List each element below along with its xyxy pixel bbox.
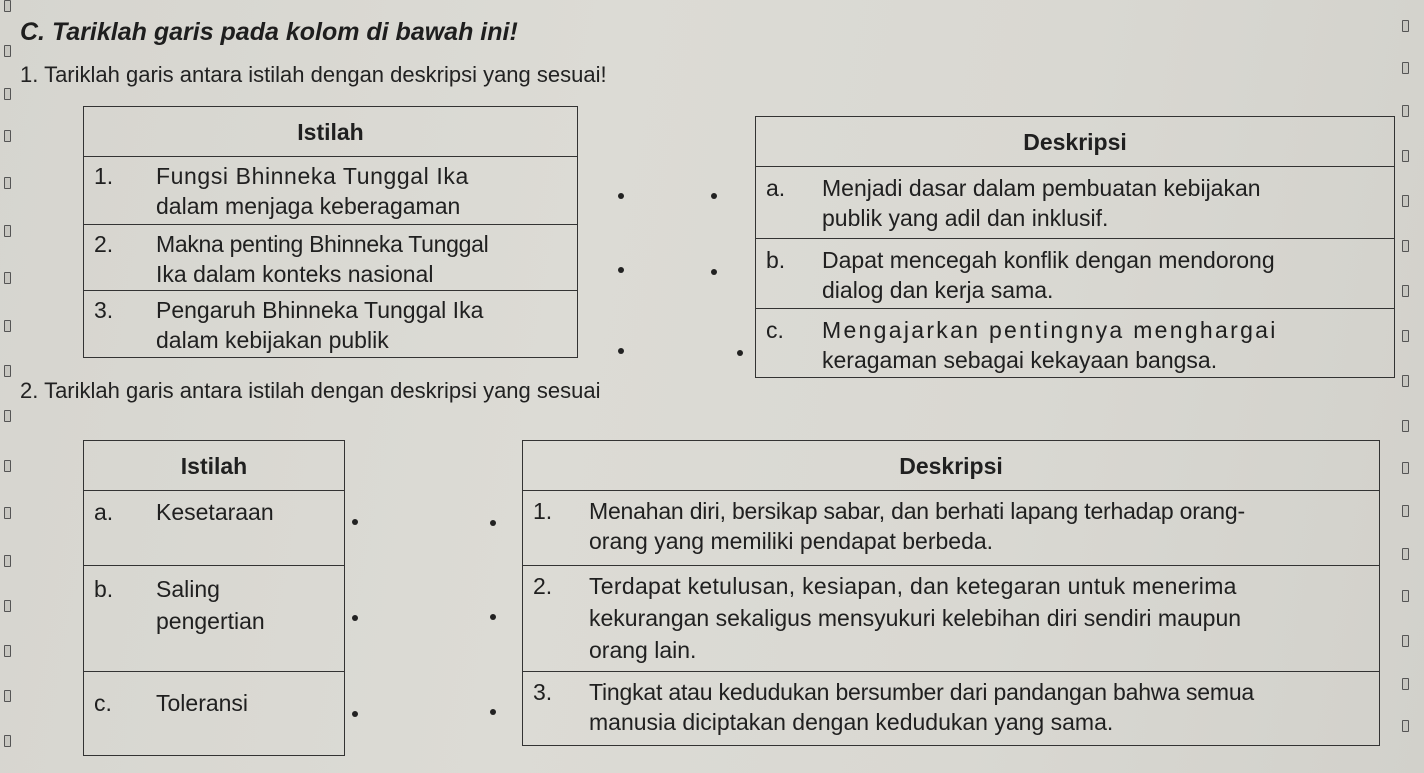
- q1-istilah-text: dalam kebijakan publik: [156, 327, 389, 353]
- q1-istilah-table: [83, 106, 578, 358]
- q1-deskripsi-text: publik yang adil dan inklusif.: [822, 205, 1109, 231]
- binding-left: [4, 0, 10, 773]
- q1-istilah-row-1: [84, 157, 577, 225]
- q1-istilah-text: Ika dalam konteks nasional: [156, 261, 434, 287]
- q2-istilah-header: Istilah: [84, 441, 344, 491]
- question2-instruction: 2. Tariklah garis antara istilah dengan deskripsi yang sesuai: [20, 378, 601, 403]
- q1-deskripsi-table: [755, 116, 1395, 378]
- q1-istilah-dot-3[interactable]: [618, 348, 624, 354]
- q1-deskripsi-num: b.: [766, 247, 786, 273]
- q1-deskripsi-text: keragaman sebagai kekayaan bangsa.: [822, 347, 1218, 373]
- q2-istilah-num: a.: [94, 499, 114, 525]
- q1-deskripsi-num: c.: [766, 317, 784, 343]
- q2-istilah-text: Kesetaraan: [156, 499, 274, 525]
- q2-istilah-row-b: [84, 566, 344, 672]
- q2-istilah-num: c.: [94, 690, 112, 716]
- q1-istilah-dot-1[interactable]: [618, 193, 624, 199]
- q1-deskripsi-dot-c[interactable]: [737, 350, 743, 356]
- question1-instruction: 1. Tariklah garis antara istilah dengan deskripsi yang sesuai!: [20, 62, 607, 87]
- q2-deskripsi-num: 1.: [533, 498, 553, 524]
- q1-deskripsi-dot-b[interactable]: [711, 269, 717, 275]
- q2-istilah-row-c: [84, 672, 344, 755]
- q1-istilah-header: Istilah: [84, 107, 577, 157]
- section-heading: C. Tariklah garis pada kolom di bawah ini!: [20, 18, 518, 46]
- q2-deskripsi-num: 2.: [533, 573, 553, 599]
- q2-deskripsi-dot-3[interactable]: [490, 709, 496, 715]
- q1-istilah-num: 2.: [94, 231, 114, 257]
- q2-istilah-dot-c[interactable]: [352, 711, 358, 717]
- q2-deskripsi-num: 3.: [533, 679, 553, 705]
- q1-deskripsi-header: Deskripsi: [756, 117, 1394, 167]
- q1-istilah-text: Makna penting Bhinneka Tunggal: [156, 231, 489, 257]
- q2-deskripsi-row-2: [523, 566, 1379, 672]
- q2-deskripsi-header: Deskripsi: [523, 441, 1379, 491]
- q2-istilah-row-a: [84, 491, 344, 566]
- q1-istilah-dot-2[interactable]: [618, 267, 624, 273]
- q2-istilah-num: b.: [94, 576, 114, 602]
- q2-deskripsi-table: [522, 440, 1380, 746]
- q1-istilah-row-2: [84, 225, 577, 291]
- q2-deskripsi-text: Menahan diri, bersikap sabar, dan berhati lapang terhadap orang-: [589, 498, 1245, 524]
- q2-istilah-text: pengertian: [156, 608, 265, 634]
- q1-deskripsi-dot-a[interactable]: [711, 193, 717, 199]
- q2-deskripsi-text: Tingkat atau kedudukan bersumber dari pandangan bahwa semua: [589, 679, 1255, 705]
- q2-deskripsi-text: orang yang memiliki pendapat berbeda.: [589, 528, 994, 554]
- q2-deskripsi-text: Terdapat ketulusan, kesiapan, dan ketegaran untuk menerima: [589, 573, 1237, 599]
- q2-istilah-text: Saling: [156, 576, 220, 602]
- q1-istilah-text: Fungsi Bhinneka Tunggal Ika: [156, 163, 469, 189]
- q1-deskripsi-num: a.: [766, 175, 786, 201]
- q1-deskripsi-row-c: [756, 309, 1394, 377]
- q2-deskripsi-row-1: [523, 491, 1379, 566]
- q2-istilah-dot-b[interactable]: [352, 615, 358, 621]
- q2-deskripsi-row-3: [523, 672, 1379, 745]
- q1-istilah-row-3: [84, 291, 577, 357]
- q1-istilah-text: dalam menjaga keberagaman: [156, 193, 461, 219]
- q1-istilah-num: 3.: [94, 297, 114, 323]
- q2-deskripsi-dot-2[interactable]: [490, 614, 496, 620]
- q1-deskripsi-text: dialog dan kerja sama.: [822, 277, 1054, 303]
- q1-deskripsi-text: Dapat mencegah konflik dengan mendorong: [822, 247, 1275, 273]
- q2-istilah-text: Toleransi: [156, 690, 249, 716]
- q2-istilah-dot-a[interactable]: [352, 519, 358, 525]
- q1-deskripsi-text: Mengajarkan pentingnya menghargai: [822, 317, 1278, 343]
- q2-deskripsi-text: orang lain.: [589, 637, 697, 663]
- q1-istilah-text: Pengaruh Bhinneka Tunggal Ika: [156, 297, 484, 323]
- q2-istilah-table: [83, 440, 345, 756]
- q2-deskripsi-dot-1[interactable]: [490, 520, 496, 526]
- q1-deskripsi-row-b: [756, 239, 1394, 309]
- q1-deskripsi-text: Menjadi dasar dalam pembuatan kebijakan: [822, 175, 1261, 201]
- q1-deskripsi-row-a: [756, 167, 1394, 239]
- q2-deskripsi-text: manusia diciptakan dengan kedudukan yang sama.: [589, 709, 1114, 735]
- q1-istilah-num: 1.: [94, 163, 114, 189]
- binding-right: [1402, 0, 1408, 773]
- q2-deskripsi-text: kekurangan sekaligus mensyukuri kelebihan diri sendiri maupun: [589, 605, 1242, 631]
